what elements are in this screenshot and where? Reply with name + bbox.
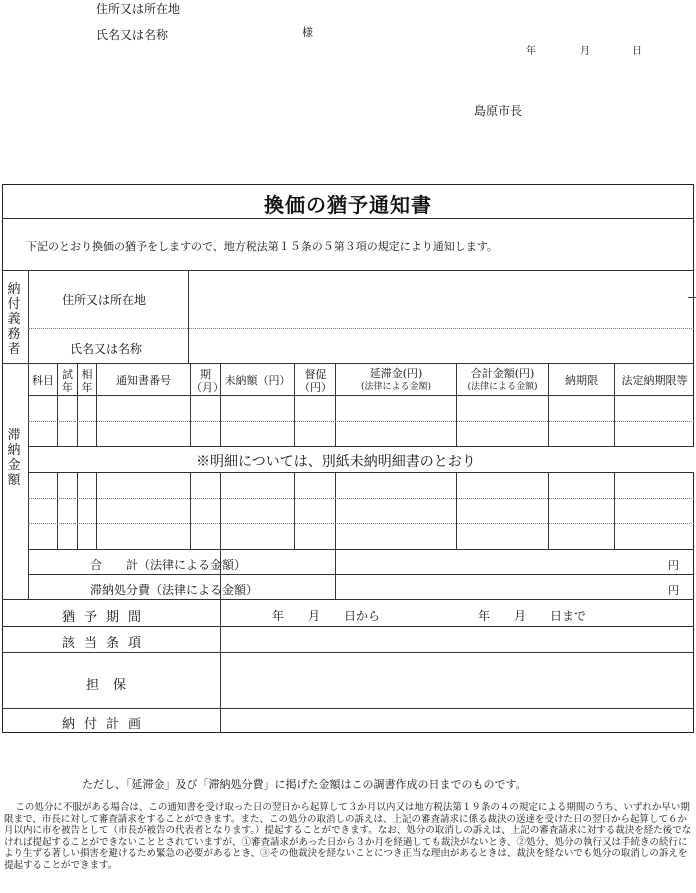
col-line-7 [335, 363, 336, 599]
arrears-bottom-line [2, 599, 694, 600]
grace-to: 年 月 日まで [478, 609, 587, 623]
row-line-6 [28, 549, 694, 550]
col-period: 期（月） [191, 368, 224, 394]
row-line-4 [28, 498, 694, 499]
header-address-label: 住所又は所在地 [96, 2, 181, 16]
form-title: 換価の猶予通知書 [264, 193, 432, 217]
security-label: 担保 [86, 678, 141, 693]
payer-left-line [28, 270, 29, 363]
payer-bottom-line [2, 363, 694, 364]
row-line-1 [28, 421, 694, 422]
sum-label: 合 計（法律による金額） [90, 558, 247, 572]
intro-divider [2, 270, 694, 271]
grace-period-label: 猶予期間 [62, 610, 151, 625]
col-legal-due: 法定納期限等 [621, 374, 688, 387]
security-divider [2, 708, 694, 709]
clause-divider [2, 652, 694, 653]
payer-mid-line [188, 270, 189, 363]
payer-divider [28, 328, 694, 329]
clause-label: 該当条項 [62, 636, 151, 651]
col-total: 合計金額(円) [470, 367, 535, 380]
arrears-section-label: 滞納金額 [7, 428, 21, 488]
issuer: 島原市長 [474, 104, 523, 118]
intro-text: 下記のとおり換価の猶予をしますので、地方税法第１５条の５第３項の規定により通知します。 [26, 240, 498, 253]
row-line-5 [28, 523, 694, 524]
col-subject: 科目 [32, 374, 54, 387]
date-year: 年 [526, 46, 536, 57]
payer-address-label: 住所又は所在地 [62, 293, 147, 307]
sum-unit: 円 [668, 559, 679, 572]
lower-mid-line [220, 599, 221, 733]
row-line-3 [28, 472, 694, 473]
col-due: 納期限 [565, 374, 598, 387]
footnote: ただし、「延滞金」及び「滞納処分費」に掲げた金額はこの調書作成の日までのものです。 [82, 778, 527, 791]
cost-unit: 円 [668, 584, 679, 597]
header-name-label: 氏名又は名称 [96, 28, 169, 42]
appeal-note: この処分に不服がある場合は、この通知書を受け取った日の翌日から起算して３か月以内又は地方税法第１９条の４の規定による期間のうち、いずれか早い期限まで、市長に対して審査請求をすることができます。また、この処分の取消しの訴えは、上記の審査請求に係る裁決の送達を受けた日の翌日から起算して６か月以内に市を被告として（市長が被告の代表者となります。）提起することができます。なお、処分の取消しの訴えは、上記の審査請求に対する裁決を経た後でなければ提起することができないこととされていますが、①審査請求があった日から３か月を経過しても裁決がないとき、②処分、処分の執行又は手続きの続行により生ずる著しい損害を避けるため緊急の必要があるとき、③その他裁決を経ないことにつき正当な理由があるときは、裁決を経ないでも処分の取消しの訴えを提起することができます。 [4, 802, 692, 871]
col-late-fee: 延滞金(円) [369, 367, 423, 380]
col-notice-no: 通知書番号 [116, 374, 171, 387]
col-unpaid: 未納額（円） [224, 374, 291, 387]
col-year-kou: 試年 [62, 368, 73, 394]
edge-tick [688, 297, 696, 298]
col-dunning: 督促（円） [299, 368, 332, 394]
sum-divider [28, 574, 694, 575]
honorific: 様 [302, 26, 313, 39]
grace-divider [2, 626, 694, 627]
date-day: 日 [632, 46, 642, 57]
detail-note: ※明細については、別紙未納明細書のとおり [196, 454, 476, 470]
row-line-header [28, 395, 694, 396]
payment-plan-label: 納付計画 [62, 717, 151, 732]
payer-name-label: 氏名又は名称 [70, 342, 143, 356]
grace-from: 年 月 日から [272, 609, 381, 623]
arrears-left-line [28, 363, 29, 599]
col-total-sub: (法律による金額) [467, 382, 538, 392]
col-year-sou: 相年 [81, 368, 93, 394]
col-late-fee-sub: (法律による金額) [360, 382, 432, 392]
cost-label: 滞納処分費（法律による金額） [90, 583, 259, 597]
date-month: 月 [580, 46, 590, 57]
payer-section-label: 納付義務者 [7, 282, 21, 357]
title-divider [2, 218, 694, 219]
